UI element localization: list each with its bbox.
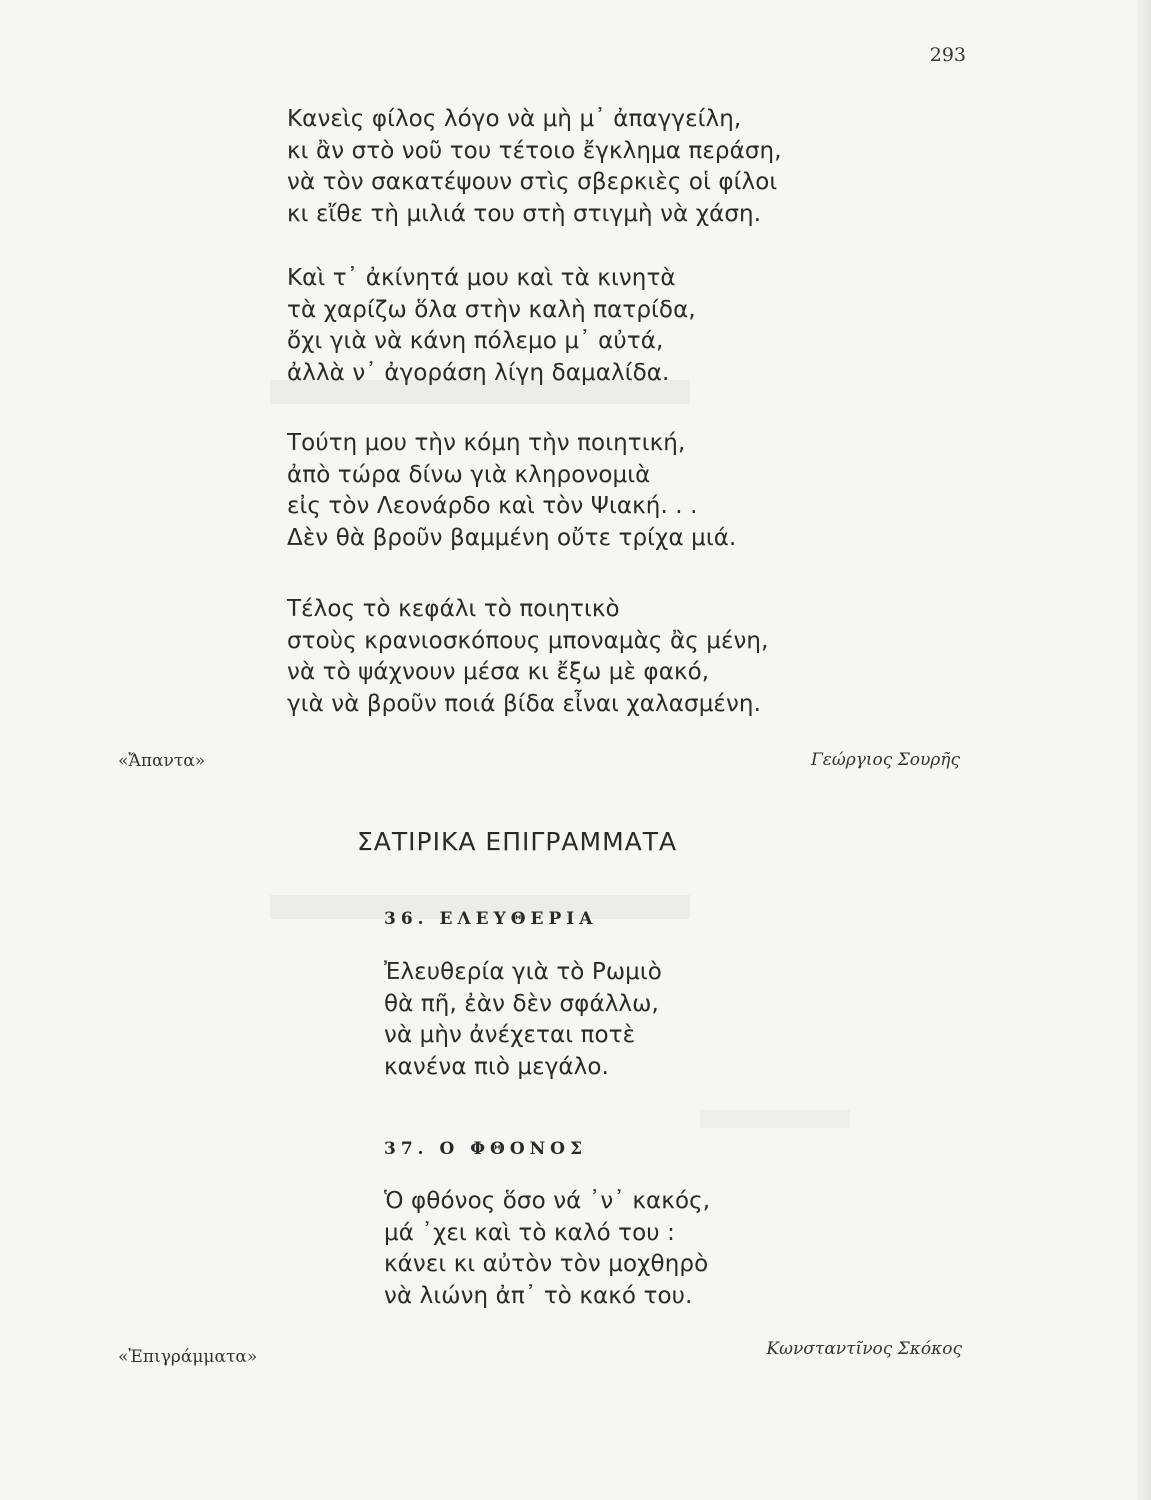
page-edge (1137, 0, 1151, 1500)
epigram-36 (384, 957, 662, 1083)
poem-line: Ἐλευθερία γιὰ τὸ Ρωμιὸ (384, 959, 662, 985)
poem-source: «Ἄπαντα» (118, 751, 206, 771)
poem-line: εἰς τὸν Λεονάρδο καὶ τὸν Ψιακή. . . (287, 493, 698, 519)
poem-line: μά ᾽χει καὶ τὸ καλό του : (384, 1219, 675, 1246)
stanza-1 (287, 104, 782, 230)
page-number: 293 (929, 44, 966, 66)
poem-line: νὰ τὸ ψάχνουν μέσα κι ἔξω μὲ φακό, (287, 659, 710, 685)
poem-line: κάνει κι αὐτὸν τὸν μοχθηρὸ (384, 1251, 709, 1277)
poem-line: ὄχι γιὰ νὰ κάνη πόλεμο μ᾽ αὐτά, (287, 328, 664, 354)
poem-author: Γεώργιος Σουρῆς (810, 750, 960, 770)
poem-line: Τέλος τὸ κεφάλι τὸ ποιητικὸ (287, 596, 620, 622)
stanza-2 (287, 263, 696, 389)
poem-line: νὰ λιώνη ἀπ᾽ τὸ κακό του. (384, 1282, 693, 1309)
poem-line: κι εἴθε τὴ μιλιά του στὴ στιγμὴ νὰ χάση. (287, 200, 762, 227)
poem-line: Τούτη μου τὴν κόμη τὴν ποιητική, (287, 430, 686, 456)
poem-line: γιὰ νὰ βροῦν ποιά βίδα εἶναι χαλασμένη. (287, 690, 761, 717)
poem-line: ἀλλὰ ν᾽ ἀγοράση λίγη δαμαλίδα. (287, 359, 670, 386)
epigram-heading: 36. ΕΛΕΥΘΕΡΙΑ (384, 909, 598, 929)
poem-line: κανένα πιὸ μεγάλο. (384, 1053, 609, 1080)
poem-line: Καὶ τ᾽ ἀκίνητά μου καὶ τὰ κινητὰ (287, 265, 676, 291)
stanza-3 (287, 428, 736, 554)
poem-line: νὰ μὴν ἀνέχεται ποτὲ (384, 1022, 636, 1048)
poem-line: τὰ χαρίζω ὅλα στὴν καλὴ πατρίδα, (287, 296, 696, 323)
bleed-through-shadow (700, 1110, 850, 1128)
stanza-4 (287, 594, 769, 720)
poem-line: θὰ πῆ, ἐὰν δὲν σφάλλω, (384, 990, 659, 1017)
poem-line: νὰ τὸν σακατέψουν στὶς σβερκιὲς οἱ φίλοι (287, 169, 778, 195)
poem-line: κι ἂν στὸ νοῦ του τέτοιο ἔγκλημα περάση, (287, 137, 782, 164)
poem-line: στοὺς κρανιοσκόπους μποναμὰς ἂς μένη, (287, 627, 769, 654)
footer-source: «Ἐπιγράμματα» (118, 1347, 258, 1367)
poem-line: Δὲν θὰ βροῦν βαμμένη οὔτε τρίχα μιά. (287, 524, 737, 551)
poem-line: Ὁ φθόνος ὅσο νά ᾽ν᾽ κακός, (384, 1188, 711, 1214)
epigram-heading: 37. Ο ΦΘΟΝΟΣ (384, 1139, 588, 1159)
poem-line: ἀπὸ τώρα δίνω γιὰ κληρονομιὰ (287, 461, 651, 488)
epigram-37 (384, 1186, 710, 1312)
poem-line: Κανεὶς φίλος λόγο νὰ μὴ μ᾽ ἀπαγγείλη, (287, 106, 742, 132)
footer-author: Κωνσταντῖνος Σκόκος (766, 1339, 962, 1359)
section-title: ΣΑΤΙΡΙΚΑ ΕΠΙΓΡΑΜΜΑΤΑ (357, 827, 678, 856)
